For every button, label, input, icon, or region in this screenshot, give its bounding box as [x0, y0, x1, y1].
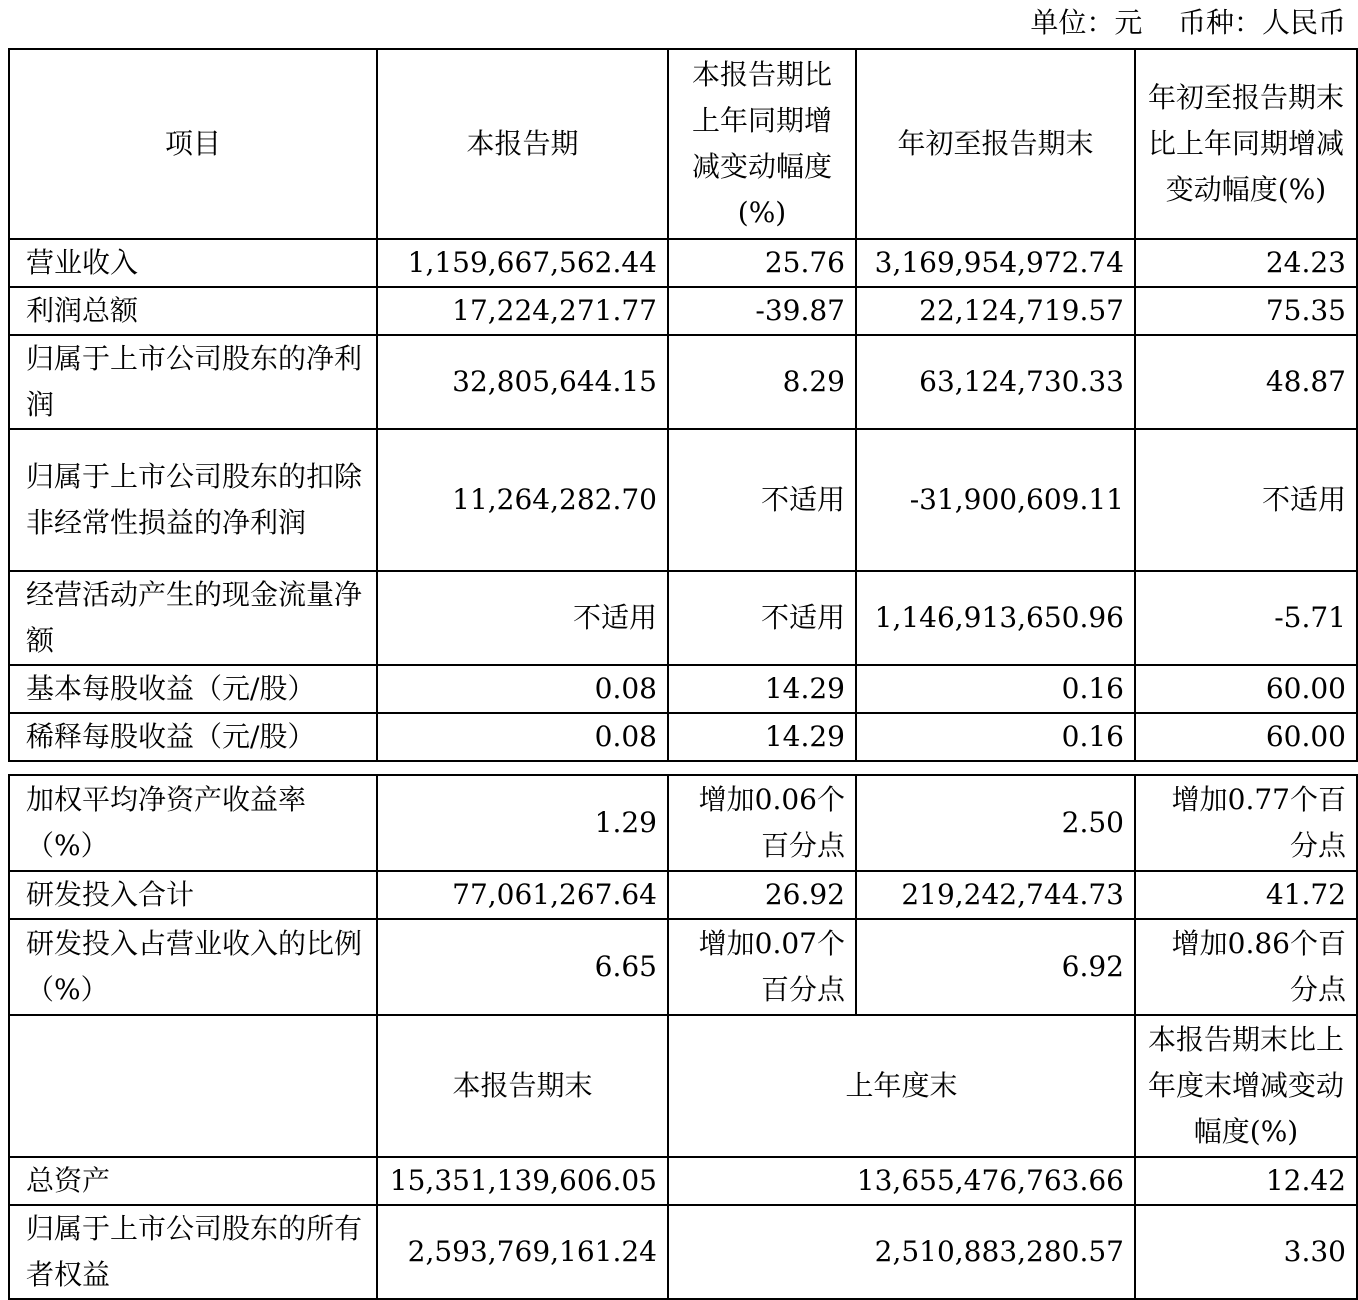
table-row — [9, 239, 1357, 287]
cell-year-to-date: -31,900,609.11 — [856, 429, 1135, 571]
cell-current-period: 1.29 — [377, 775, 668, 871]
row-label: 归属于上市公司股东的所有者权益 — [9, 1205, 377, 1299]
cell-current-period-change: 不适用 — [668, 429, 856, 571]
cell-year-to-date: 63,124,730.33 — [856, 335, 1135, 429]
cell-year-to-date: 0.16 — [856, 713, 1135, 761]
cell-prior-year-end: 2,510,883,280.57 — [668, 1205, 1135, 1299]
header-current-period: 本报告期 — [377, 49, 668, 239]
cell-year-to-date: 219,242,744.73 — [856, 871, 1135, 919]
row-label: 归属于上市公司股东的扣除非经常性损益的净利润 — [9, 429, 377, 571]
cell-year-to-date-change: 增加0.77个百分点 — [1135, 775, 1357, 871]
row-label: 基本每股收益（元/股） — [9, 665, 377, 713]
cell-current-period: 77,061,267.64 — [377, 871, 668, 919]
table-row — [9, 287, 1357, 335]
cell-current-period-change: -39.87 — [668, 287, 856, 335]
cell-year-to-date-change: 75.35 — [1135, 287, 1357, 335]
table-row — [9, 335, 1357, 429]
cell-current-period-change: 14.29 — [668, 665, 856, 713]
header-year-to-date: 年初至报告期末 — [856, 49, 1135, 239]
table-row — [9, 665, 1357, 713]
cell-period-end: 15,351,139,606.05 — [377, 1157, 668, 1205]
table-row — [9, 919, 1357, 1015]
row-label: 经营活动产生的现金流量净额 — [9, 571, 377, 665]
cell-year-to-date: 3,169,954,972.74 — [856, 239, 1135, 287]
balance-header-row — [9, 1015, 1357, 1157]
table-row — [9, 871, 1357, 919]
cell-year-to-date: 0.16 — [856, 665, 1135, 713]
header-period-end-change: 本报告期末比上年度末增减变动幅度(%) — [1135, 1015, 1357, 1157]
row-label: 研发投入占营业收入的比例（%） — [9, 919, 377, 1015]
header-period-end: 本报告期末 — [377, 1015, 668, 1157]
table-row — [9, 775, 1357, 871]
cell-year-to-date: 22,124,719.57 — [856, 287, 1135, 335]
cell-year-to-date-change: 增加0.86个百分点 — [1135, 919, 1357, 1015]
cell-current-period-change: 26.92 — [668, 871, 856, 919]
key-financial-data-table — [8, 48, 1358, 762]
cell-current-period: 不适用 — [377, 571, 668, 665]
cell-current-period-change: 14.29 — [668, 713, 856, 761]
header-year-to-date-yoy-change: 年初至报告期末比上年同期增减变动幅度(%) — [1135, 49, 1357, 239]
row-label: 加权平均净资产收益率（%） — [9, 775, 377, 871]
cell-current-period: 32,805,644.15 — [377, 335, 668, 429]
cell-current-period: 17,224,271.77 — [377, 287, 668, 335]
row-label: 研发投入合计 — [9, 871, 377, 919]
unit-currency-note: 单位：元 币种：人民币 — [1030, 6, 1346, 39]
cell-current-period-change: 25.76 — [668, 239, 856, 287]
cell-year-to-date: 2.50 — [856, 775, 1135, 871]
cell-year-to-date: 1,146,913,650.96 — [856, 571, 1135, 665]
table-row — [9, 571, 1357, 665]
cell-current-period: 0.08 — [377, 665, 668, 713]
header-item-blank — [9, 1015, 377, 1157]
cell-current-period: 11,264,282.70 — [377, 429, 668, 571]
cell-year-to-date-change: 48.87 — [1135, 335, 1357, 429]
row-label: 总资产 — [9, 1157, 377, 1205]
cell-prior-year-end: 13,655,476,763.66 — [668, 1157, 1135, 1205]
cell-period-end: 2,593,769,161.24 — [377, 1205, 668, 1299]
cell-current-period: 0.08 — [377, 713, 668, 761]
cell-current-period: 6.65 — [377, 919, 668, 1015]
header-row — [9, 49, 1357, 239]
row-label: 营业收入 — [9, 239, 377, 287]
table-row — [9, 1205, 1357, 1299]
cell-year-to-date-change: 24.23 — [1135, 239, 1357, 287]
header-prior-year-end: 上年度末 — [668, 1015, 1135, 1157]
cell-current-period-change: 增加0.07个百分点 — [668, 919, 856, 1015]
cell-year-to-date: 6.92 — [856, 919, 1135, 1015]
header-current-period-yoy-change: 本报告期比上年同期增减变动幅度(%) — [668, 49, 856, 239]
ratios-and-balance-table — [8, 774, 1358, 1300]
cell-year-to-date-change: 60.00 — [1135, 713, 1357, 761]
cell-year-to-date-change: -5.71 — [1135, 571, 1357, 665]
cell-current-period-change: 8.29 — [668, 335, 856, 429]
cell-year-to-date-change: 60.00 — [1135, 665, 1357, 713]
header-item: 项目 — [9, 49, 377, 239]
row-label: 归属于上市公司股东的净利润 — [9, 335, 377, 429]
cell-current-period-change: 增加0.06个百分点 — [668, 775, 856, 871]
row-label: 利润总额 — [9, 287, 377, 335]
cell-change: 3.30 — [1135, 1205, 1357, 1299]
cell-change: 12.42 — [1135, 1157, 1357, 1205]
table-row — [9, 1157, 1357, 1205]
cell-year-to-date-change: 41.72 — [1135, 871, 1357, 919]
cell-current-period: 1,159,667,562.44 — [377, 239, 668, 287]
table-row — [9, 713, 1357, 761]
table-row — [9, 429, 1357, 571]
cell-year-to-date-change: 不适用 — [1135, 429, 1357, 571]
row-label: 稀释每股收益（元/股） — [9, 713, 377, 761]
cell-current-period-change: 不适用 — [668, 571, 856, 665]
